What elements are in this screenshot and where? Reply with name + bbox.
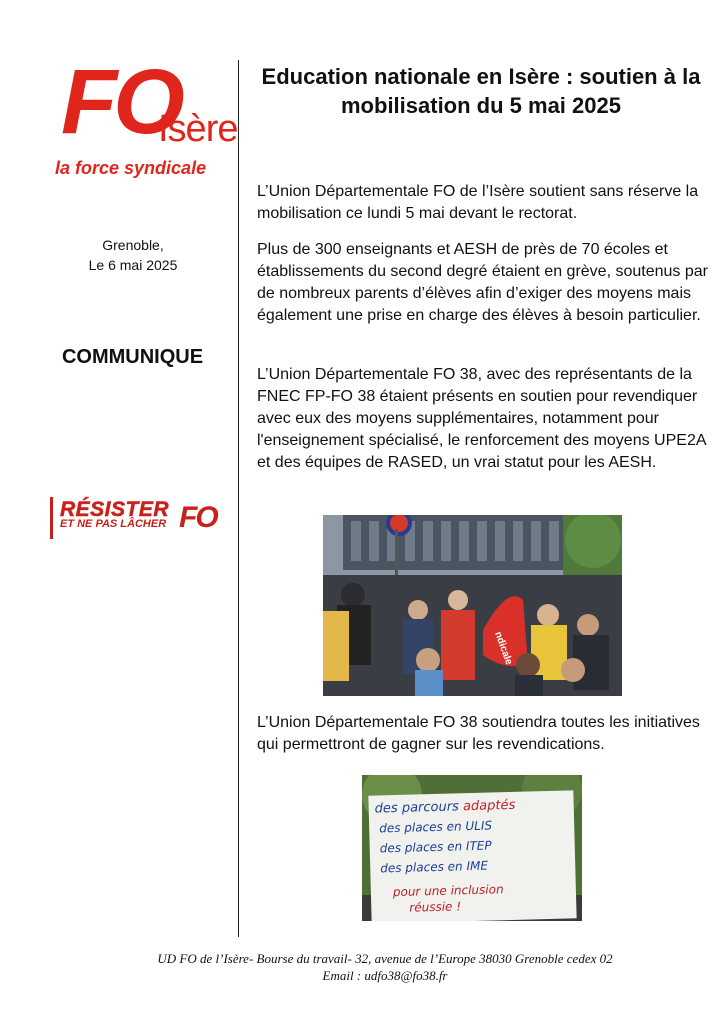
sign-line-1b: adaptés (462, 797, 516, 815)
sign-photo (362, 775, 582, 921)
paragraph-3: L’Union Départementale FO 38, avec des représentants de la FNEC FP-FO 38 étaient présents en soutien pour revendiquer avec eux des moyens supplémentaires, notamment pour l'enseignement spécialisé, le renforcement des moyens UPE2A et des équipes de RASED, un vrai statut pour les AESH. (257, 366, 706, 471)
sign-line-1a: des parcours (374, 799, 464, 817)
sign-line-4: des places en IME (380, 858, 489, 876)
sign-line-1 (375, 798, 516, 817)
resister-bar (50, 497, 53, 539)
demonstration-photo-illustration (323, 515, 622, 696)
sign-line-5: pour une inclusion (392, 882, 504, 900)
footer (60, 950, 710, 984)
sign-line-3: des places en ITEP (379, 838, 492, 856)
handwritten-sign (368, 790, 576, 921)
resister-fo: FO (179, 501, 217, 534)
logo-fo-text: FO (61, 51, 181, 153)
resister-line1: RÉSISTER (60, 498, 170, 521)
logo-isere-text: Isère (158, 108, 238, 150)
footer-email: Email : udfo38@fo38.fr (322, 968, 448, 983)
demonstration-photo (323, 515, 622, 696)
resister-line2: ET NE PAS LÂCHER (60, 518, 167, 530)
paragraph-4: L’Union Départementale FO 38 soutiendra toutes les initiatives qui permettront de gagner sur les revendications. (257, 714, 700, 753)
banner-text: ndicale (492, 630, 515, 667)
date: Le 6 mai 2025 (88, 257, 178, 273)
vertical-divider (238, 60, 239, 937)
logo-tagline: la force syndicale (55, 158, 207, 178)
communique-label: COMMUNIQUE (61, 346, 204, 368)
paragraph-2: Plus de 300 enseignants et AESH de près de 70 écoles et établissements du second degré étaient en grève, soutenus par de nombreux parents d’élèves afin d’exiger des moyens mais également une prise en charge des élèves à besoin particulier. (257, 241, 708, 324)
footer-address: UD FO de l’Isère- Bourse du travail- 32, avenue de l’Europe 38030 Grenoble cedex 02 (157, 951, 613, 966)
page-title: Education nationale en Isère : soutien à la mobilisation du 5 mai 2025 (261, 64, 701, 118)
city: Grenoble, (102, 237, 164, 253)
sign-line-6: réussie ! (409, 899, 462, 915)
fo-isere-logo (55, 51, 238, 182)
resister-logo (50, 497, 218, 539)
sign-line-2: des places en ULIS (379, 818, 493, 836)
place-date (58, 235, 208, 275)
paragraph-1: L’Union Départementale FO de l’Isère soutient sans réserve la mobilisation ce lundi 5 mai devant le rectorat. (257, 183, 699, 222)
